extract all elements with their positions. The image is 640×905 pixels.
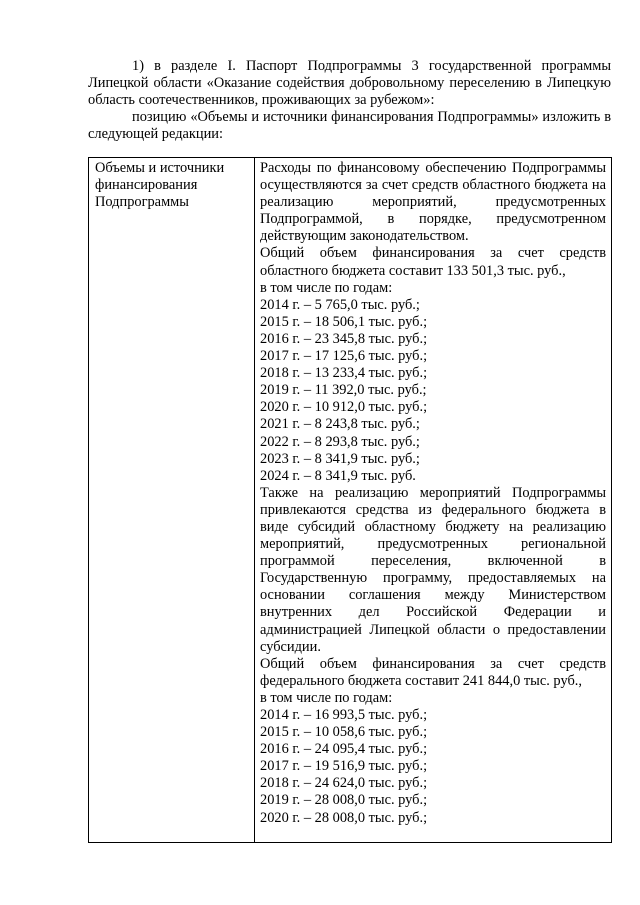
list-item: 2017 г. – 17 125,6 тыс. руб.; [260,348,428,365]
list-item: 2020 г. – 10 912,0 тыс. руб.; [260,399,428,416]
right-paragraph-4: Также на реализацию мероприятий Подпрограммы привлекаются средства из федерального бюджета в виде субсидий областному бюджету на реализацию мероприятий, предусмотренных региональной программой переселения, включенной в Государственную программу, предоставляемых на основании соглашения между Министерством внутренних дел Российской Федерации и администрацией Липецкой области о предоставлении субсидии. [260,484,606,655]
list-item: 2016 г. – 23 345,8 тыс. руб.; [260,330,428,347]
right-paragraph-5: Общий объем финансирования за счет средств федерального бюджета составит 241 844,0 тыс. руб., [260,655,606,689]
regional-years-list [260,297,606,485]
intro-text [88,58,611,143]
list-item: 2020 г. – 28 008,0 тыс. руб.; [260,809,428,826]
intro-paragraph-2: позицию «Объемы и источники финансирования Подпрограммы» изложить в следующей редакции: [88,109,611,142]
list-item: 2019 г. – 11 392,0 тыс. руб.; [260,382,427,399]
list-item: 2023 г. – 8 341,9 тыс. руб.; [260,450,420,467]
list-item: 2017 г. – 19 516,9 тыс. руб.; [260,758,428,775]
right-paragraph-1: Расходы по финансовому обеспечению Подпрограммы осуществляются за счет средств областного бюджета на реализацию мероприятий, предусмотренных Подпрограммой, в порядке, предусмотренном действующим законодательством. [260,160,606,245]
list-item: 2014 г. – 16 993,5 тыс. руб.; [260,707,428,723]
column-divider [254,158,255,842]
financing-table [88,157,612,843]
table-left-cell: Объемы и источники финансирования Подпрограммы [95,160,225,210]
list-item: 2018 г. – 24 624,0 тыс. руб.; [260,775,428,792]
right-paragraph-2: Общий объем финансирования за счет средств областного бюджета составит 133 501,3 тыс. руб., [260,245,606,279]
list-item: 2019 г. – 28 008,0 тыс. руб.; [260,792,428,809]
right-paragraph-6: в том числе по годам: [260,689,393,706]
list-item: 2015 г. – 10 058,6 тыс. руб.; [260,724,428,741]
list-item: 2014 г. – 5 765,0 тыс. руб.; [260,296,420,313]
list-item: 2021 г. – 8 243,8 тыс. руб.; [260,416,420,433]
table-right-cell [260,160,606,827]
federal-years-list [260,707,606,827]
list-item: 2016 г. – 24 095,4 тыс. руб.; [260,741,428,758]
list-item: 2024 г. – 8 341,9 тыс. руб. [260,467,416,484]
list-item: 2018 г. – 13 233,4 тыс. руб.; [260,365,428,382]
list-item: 2015 г. – 18 506,1 тыс. руб.; [260,313,428,330]
list-item: 2022 г. – 8 293,8 тыс. руб.; [260,433,420,450]
intro-paragraph-1: 1) в разделе I. Паспорт Подпрограммы 3 государственной программы Липецкой области «Оказание содействия добровольному переселению в Липецкую область соотечественников, проживающих за рубежом»: [88,58,611,108]
right-paragraph-3: в том числе по годам: [260,279,393,296]
